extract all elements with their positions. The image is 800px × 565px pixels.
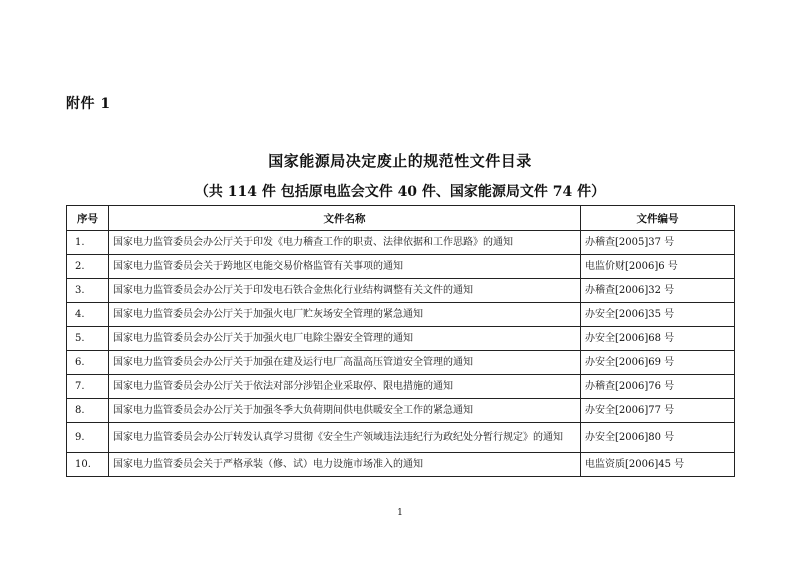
row-code: 办安全[2006]77 号 (581, 399, 735, 423)
row-seq: 3. (67, 279, 109, 303)
table-row (67, 255, 735, 279)
row-code: 办安全[2006]69 号 (581, 351, 735, 375)
header-name: 文件名称 (109, 206, 581, 231)
row-name: 国家电力监管委员会办公厅关于加强火电厂电除尘器安全管理的通知 (109, 327, 581, 351)
table-row (67, 231, 735, 255)
table-row (67, 453, 735, 477)
table-row (67, 423, 735, 453)
row-seq: 6. (67, 351, 109, 375)
row-code: 办安全[2006]68 号 (581, 327, 735, 351)
row-name: 国家电力监管委员会办公厅关于依法对部分涉铝企业采取停、限电措施的通知 (109, 375, 581, 399)
row-code: 办安全[2006]80 号 (581, 423, 735, 453)
row-code: 电监价财[2006]6 号 (581, 255, 735, 279)
row-code: 办稽查[2006]32 号 (581, 279, 735, 303)
document-title: 国家能源局决定废止的规范性文件目录 (268, 152, 532, 170)
document-table (66, 205, 735, 477)
row-seq: 4. (67, 303, 109, 327)
page-number: 1 (397, 508, 403, 518)
header-code: 文件编号 (581, 206, 735, 231)
table-row (67, 375, 735, 399)
row-name: 国家电力监管委员会办公厅关于加强火电厂贮灰场安全管理的紧急通知 (109, 303, 581, 327)
table-header-row (67, 206, 735, 231)
row-seq: 9. (67, 423, 109, 453)
row-name: 国家电力监管委员会关于严格承装（修、试）电力设施市场准入的通知 (109, 453, 581, 477)
row-name: 国家电力监管委员会办公厅转发认真学习贯彻《安全生产领域违法违纪行为政纪处分暂行规定》的通知 (109, 423, 581, 453)
row-seq: 10. (67, 453, 109, 477)
row-seq: 8. (67, 399, 109, 423)
row-name: 国家电力监管委员会办公厅关于印发电石铁合金焦化行业结构调整有关文件的通知 (109, 279, 581, 303)
row-seq: 2. (67, 255, 109, 279)
row-name: 国家电力监管委员会办公厅关于加强在建及运行电厂高温高压管道安全管理的通知 (109, 351, 581, 375)
row-name: 国家电力监管委员会办公厅关于加强冬季大负荷期间供电供暖安全工作的紧急通知 (109, 399, 581, 423)
header-seq: 序号 (67, 206, 109, 231)
row-seq: 1. (67, 231, 109, 255)
table-row (67, 327, 735, 351)
table-row (67, 399, 735, 423)
table-row (67, 279, 735, 303)
row-code: 办安全[2006]35 号 (581, 303, 735, 327)
row-seq: 5. (67, 327, 109, 351)
table-row (67, 351, 735, 375)
row-code: 办稽查[2006]76 号 (581, 375, 735, 399)
row-code: 办稽查[2005]37 号 (581, 231, 735, 255)
row-name: 国家电力监管委员会关于跨地区电能交易价格监管有关事项的通知 (109, 255, 581, 279)
table-row (67, 303, 735, 327)
attachment-label: 附件 1 (66, 96, 111, 112)
document-subtitle: （共 114 件 包括原电监会文件 40 件、国家能源局文件 74 件） (194, 184, 606, 200)
row-code: 电监资质[2006]45 号 (581, 453, 735, 477)
row-seq: 7. (67, 375, 109, 399)
row-name: 国家电力监管委员会办公厅关于印发《电力稽查工作的职责、法律依据和工作思路》的通知 (109, 231, 581, 255)
